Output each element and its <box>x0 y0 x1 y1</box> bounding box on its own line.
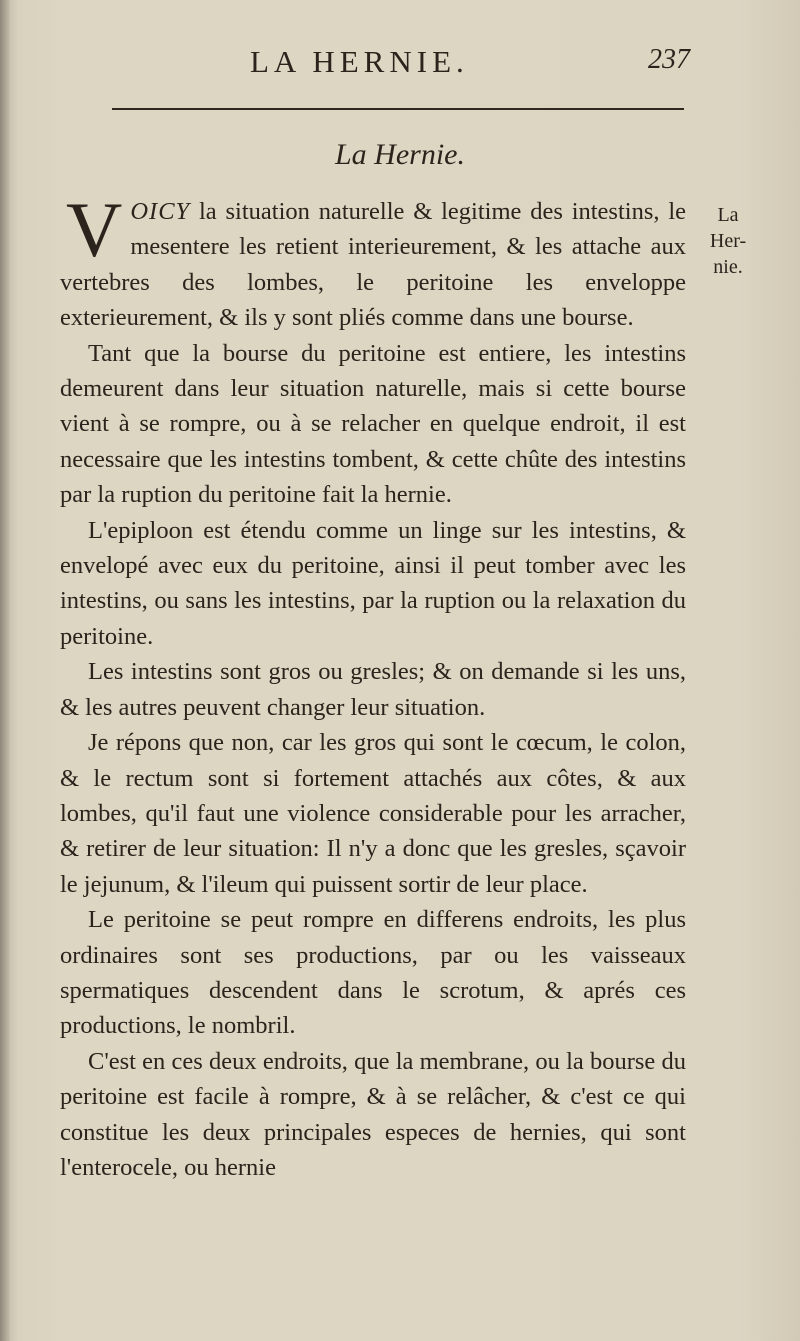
body-text <box>60 186 686 1185</box>
paragraph-text: la situation naturelle & legitime des intestins, le mesentere les retient interieurement, & les attache aux vertebres des lombes, le peritoine les enveloppe exterieurement, & ils y sont pliés comme dans une bourse. <box>60 198 686 332</box>
margin-note-line: Her- <box>709 230 747 252</box>
paragraph: C'est en ces deux endroits, que la membrane, ou la bourse du peritoine est facile à rompre, & à se relâcher, & c'est ce qui constitue les deux principales especes de hernies, qui sont l'enterocele, ou hernie <box>60 1047 686 1181</box>
margin-note <box>696 202 760 280</box>
paragraph: Tant que la bourse du peritoine est entiere, les intestins demeurent dans leur situation naturelle, mais si cette bourse vient à se rompre, ou à se relacher en quelque endroit, il est necessaire que les intestins tombent, & cette chûte des intestins par la ruption du peritoine fait la hernie. <box>60 339 686 509</box>
paragraph-lead: OICY <box>130 198 191 225</box>
margin-note-line: nie. <box>713 256 743 278</box>
running-head: LA HERNIE. <box>250 44 469 79</box>
header-rule <box>112 108 684 110</box>
paragraph: L'epiploon est étendu comme un linge sur les intestins, & envelopé avec eux du peritoine, ainsi il peut tomber avec les intestins, ou sans les intestins, par la ruption ou la relaxation du peritoine. <box>60 516 686 650</box>
drop-cap: V <box>66 186 123 273</box>
paragraph <box>60 186 686 336</box>
section-title: La Hernie. <box>335 138 465 171</box>
margin-note-line: La <box>717 204 739 226</box>
book-spine-shadow <box>0 0 10 1341</box>
paragraph: Le peritoine se peut rompre en differens endroits, les plus ordinaires sont ses productions, par ou les vaisseaux spermatiques descendent dans le scrotum, & aprés ces productions, le nombril. <box>60 906 686 1040</box>
page-header <box>110 40 690 86</box>
paragraph: Les intestins sont gros ou gresles; & on demande si les uns, & les autres peuvent changer leur situation. <box>60 658 686 721</box>
paragraph: Je répons que non, car les gros qui sont le cœcum, le colon, & le rectum sont si fortement attachés aux côtes, & aux lombes, qu'il faut une violence considerable pour les arracher, & retirer de leur situation: Il n'y a donc que les gresles, sçavoir le jejunum, & l'ileum qui puissent sortir de leur place. <box>60 729 686 898</box>
page-number: 237 <box>648 44 690 75</box>
